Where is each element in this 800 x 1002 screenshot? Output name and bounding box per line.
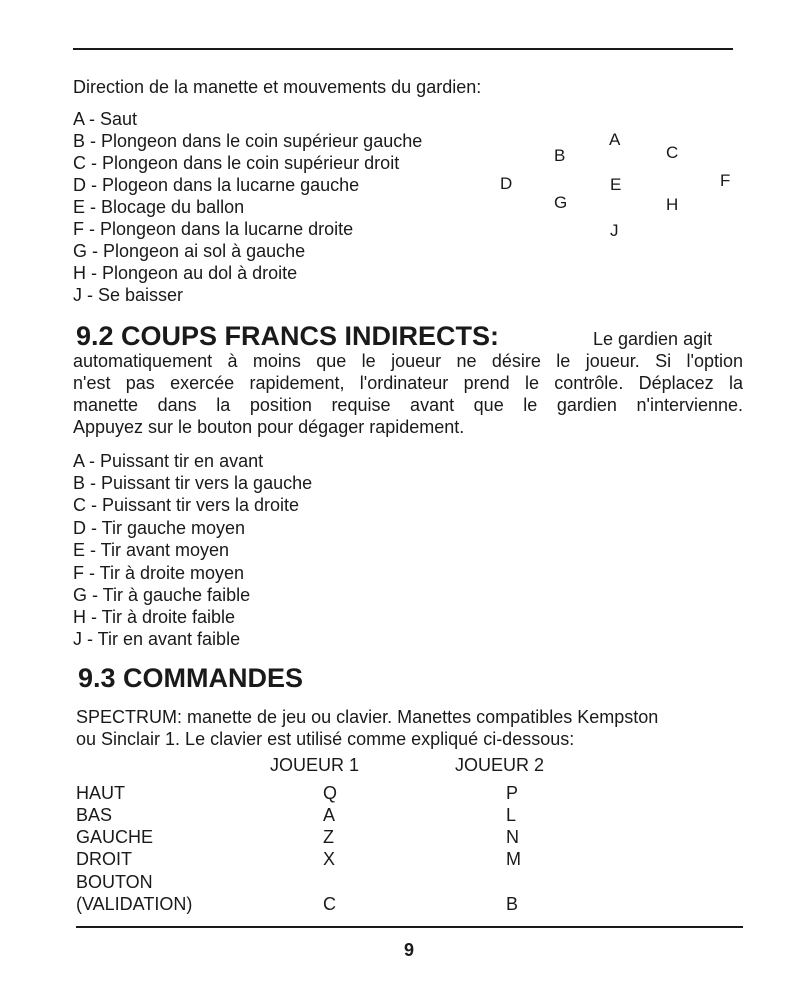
diagram-label-e: E (610, 175, 622, 194)
player-2-key: P (506, 783, 519, 803)
diagram-label-g: G (554, 193, 568, 212)
player-1-key: A (323, 805, 336, 825)
paragraph-line: ou Sinclair 1. Le clavier est utilisé comme expliqué ci-dessous: (76, 729, 575, 749)
diagram-label-a: A (609, 130, 621, 149)
list-item: B - Plongeon dans le coin supérieur gauche (73, 131, 423, 151)
heading-tail-text: Le gardien agit (593, 329, 713, 349)
list-item: J - Se baisser (73, 285, 184, 305)
list-item: F - Plongeon dans la lucarne droite (73, 219, 354, 239)
paragraph-line: Appuyez sur le bouton pour dégager rapidement. (73, 417, 465, 437)
list-item: C - Puissant tir vers la droite (73, 495, 300, 515)
control-label: DROIT (76, 849, 132, 869)
list-item: G - Tir à gauche faible (73, 585, 251, 605)
control-label: BAS (76, 805, 113, 825)
column-header-player-1: JOUEUR 1 (270, 755, 360, 775)
column-header-player-2: JOUEUR 2 (455, 755, 545, 775)
bottom-rule (76, 926, 743, 928)
player-1-key: Q (323, 783, 338, 803)
player-1-key: Z (323, 827, 334, 847)
list-item: F - Tir à droite moyen (73, 563, 245, 583)
player-1-key: C (323, 894, 336, 914)
list-item: A - Puissant tir en avant (73, 451, 264, 471)
player-2-key: B (506, 894, 519, 914)
player-1-key: X (323, 849, 336, 869)
control-label: BOUTON (76, 872, 153, 892)
player-2-key: M (506, 849, 521, 869)
list-item: D - Tir gauche moyen (73, 518, 246, 538)
control-label: GAUCHE (76, 827, 154, 847)
paragraph-line: n'est pas exercée rapidement, l'ordinateur prend le contrôle. Déplacez la (73, 373, 743, 393)
control-label: (VALIDATION) (76, 894, 193, 914)
list-item: B - Puissant tir vers la gauche (73, 473, 313, 493)
diagram-label-f: F (720, 171, 731, 190)
diagram-label-j: J (610, 221, 619, 240)
list-item: J - Tir en avant faible (73, 629, 241, 649)
diagram-label-d: D (500, 174, 513, 193)
diagram-label-h: H (666, 195, 679, 214)
diagram-label-b: B (554, 146, 566, 165)
list-item: C - Plongeon dans le coin supérieur droit (73, 153, 400, 173)
diagram-label-c: C (666, 143, 679, 162)
page-number: 9 (404, 940, 415, 960)
list-item: D - Plogeon dans la lucarne gauche (73, 175, 360, 195)
player-2-key: L (506, 805, 517, 825)
list-item: H - Plongeon au dol à droite (73, 263, 298, 283)
paragraph-line: automatiquement à moins que le joueur ne désire le joueur. Si l'option (73, 351, 743, 371)
player-2-key: N (506, 827, 519, 847)
section-heading-9-3: 9.3 COMMANDES (78, 663, 304, 693)
list-item: H - Tir à droite faible (73, 607, 236, 627)
list-item: E - Blocage du ballon (73, 197, 245, 217)
top-rule (73, 48, 733, 50)
paragraph-line: SPECTRUM: manette de jeu ou clavier. Manettes compatibles Kempston (76, 707, 659, 727)
control-label: HAUT (76, 783, 125, 803)
section-heading-9-2: 9.2 COUPS FRANCS INDIRECTS: (76, 321, 500, 351)
list-item: G - Plongeon ai sol à gauche (73, 241, 306, 261)
list-item: A - Saut (73, 109, 138, 129)
list-item: E - Tir avant moyen (73, 540, 230, 560)
paragraph-line: manette dans la position requise avant que le gardien n'intervienne. (73, 395, 743, 415)
joystick-intro: Direction de la manette et mouvements du gardien: (73, 77, 482, 97)
